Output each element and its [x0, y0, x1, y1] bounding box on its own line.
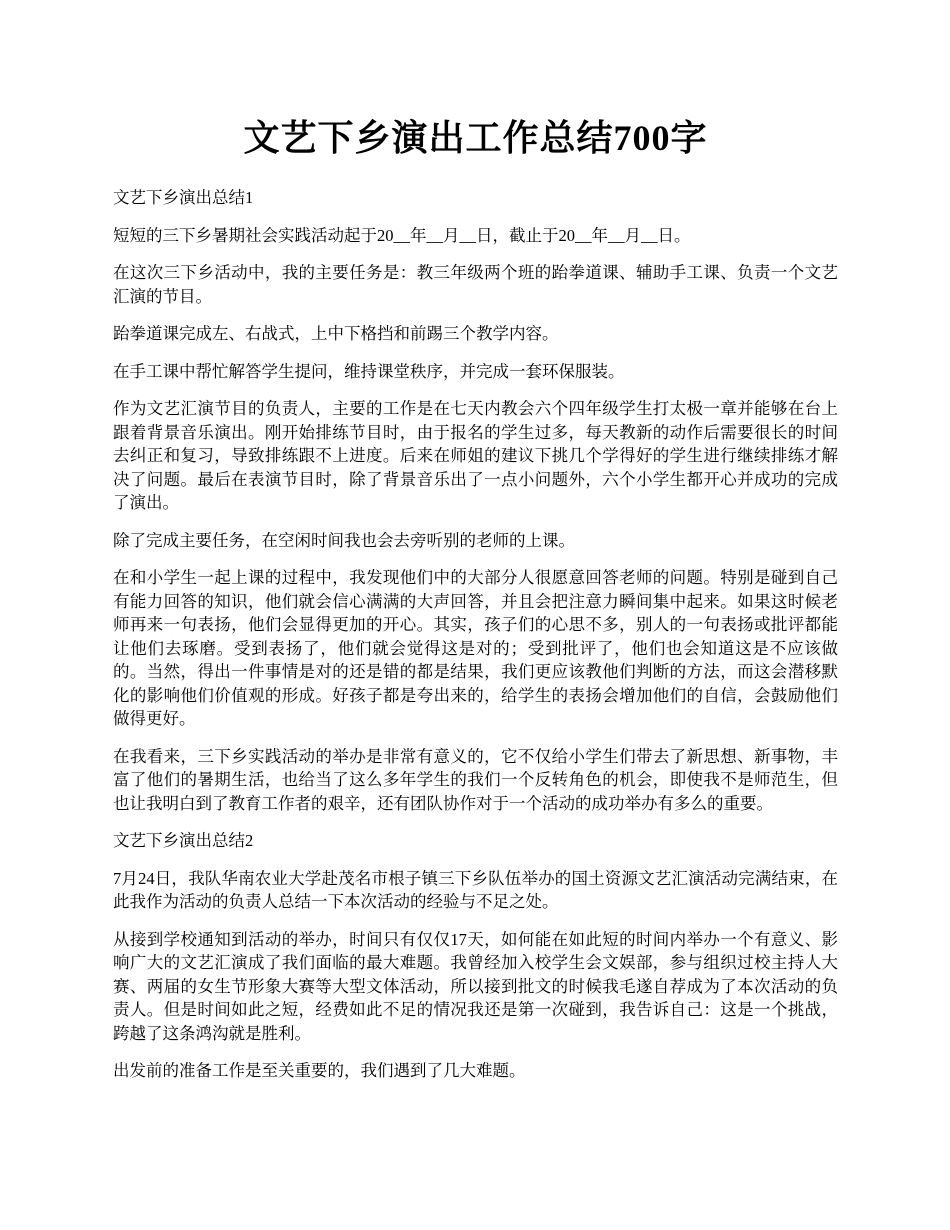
document-body — [113, 186, 838, 1083]
paragraph: 出发前的准备工作是至关重要的，我们遇到了几大难题。 — [113, 1061, 526, 1080]
document-title: 文艺下乡演出工作总结700字 — [243, 118, 708, 158]
section-heading-1: 文艺下乡演出总结1 — [113, 188, 254, 207]
paragraph: 作为文艺汇演节目的负责人，主要的工作是在七天内教会六个四年级学生打太极一章并能够在台上跟着背景音乐演出。刚开始排练节目时，由于报名的学生过多，每天教新的动作后需要很长的时间去纠正和复习，导致排练跟不上进度。后来在师姐的建议下挑几个学得好的学生进行继续排练才解决了问题。最后在表演节目时，除了背景音乐出了一点小问题外，六个小学生都开心并成功的完成了演出。 — [113, 399, 838, 512]
paragraph: 跆拳道课完成左、右战式，上中下格挡和前踢三个教学内容。 — [113, 324, 559, 343]
paragraph: 在和小学生一起上课的过程中，我发现他们中的大部分人很愿意回答老师的问题。特别是碰到自己有能力回答的知识，他们就会信心满满的大声回答，并且会把注意力瞬间集中起来。如果这时候老师再来一句表扬，他们会显得更加的开心。其实，孩子们的心思不多，别人的一句表扬或批评都能让他们去琢磨。受到表扬了，他们就会觉得这是对的；受到批评了，他们也会知道这是不应该做的。当然，得出一件事情是对的还是错的都是结果，我们更应该教他们判断的方法，而这会潜移默化的影响他们价值观的形成。好孩子都是夸出来的，给学生的表扬会增加他们的自信，会鼓励他们做得更好。 — [113, 568, 838, 728]
paragraph: 7月24日，我队华南农业大学赴茂名市根子镇三下乡队伍举办的国土资源文艺汇演活动完满结束，在此我作为活动的负责人总结一下本次活动的经验与不足之处。 — [113, 868, 838, 911]
section-heading-2: 文艺下乡演出总结2 — [113, 831, 254, 850]
paragraph: 在我看来，三下乡实践活动的举办是非常有意义的，它不仅给小学生们带去了新思想、新事物，丰富了他们的暑期生活，也给当了这么多年学生的我们一个反转角色的机会，即使我不是师范生，但也让我明白到了教育工作者的艰辛，还有团队协作对于一个活动的成功举办有多么的重要。 — [113, 746, 838, 813]
paragraph: 从接到学校通知到活动的举办，时间只有仅仅17天，如何能在如此短的时间内举办一个有意义、影响广大的文艺汇演成了我们面临的最大难题。我曾经加入校学生会文娱部，参与组织过校主持人大赛、两届的女生节形象大赛等大型文体活动，所以接到批文的时候我毛遂自荐成为了本次活动的负责人。但是时间如此之短，经费如此不足的情况我还是第一次碰到，我告诉自己：这是一个挑战，跨越了这条鸿沟就是胜利。 — [113, 929, 838, 1043]
paragraph: 在这次三下乡活动中，我的主要任务是：教三年级两个班的跆拳道课、辅助手工课、负责一个文艺汇演的节目。 — [113, 263, 838, 306]
paragraph: 短短的三下乡暑期社会实践活动起于20__年__月__日，截止于20__年__月__日。 — [113, 225, 691, 245]
paragraph: 除了完成主要任务，在空闲时间我也会去旁听别的老师的上课。 — [113, 530, 575, 550]
paragraph: 在手工课中帮忙解答学生提问，维持课堂秩序，并完成一套环保服装。 — [113, 361, 625, 381]
